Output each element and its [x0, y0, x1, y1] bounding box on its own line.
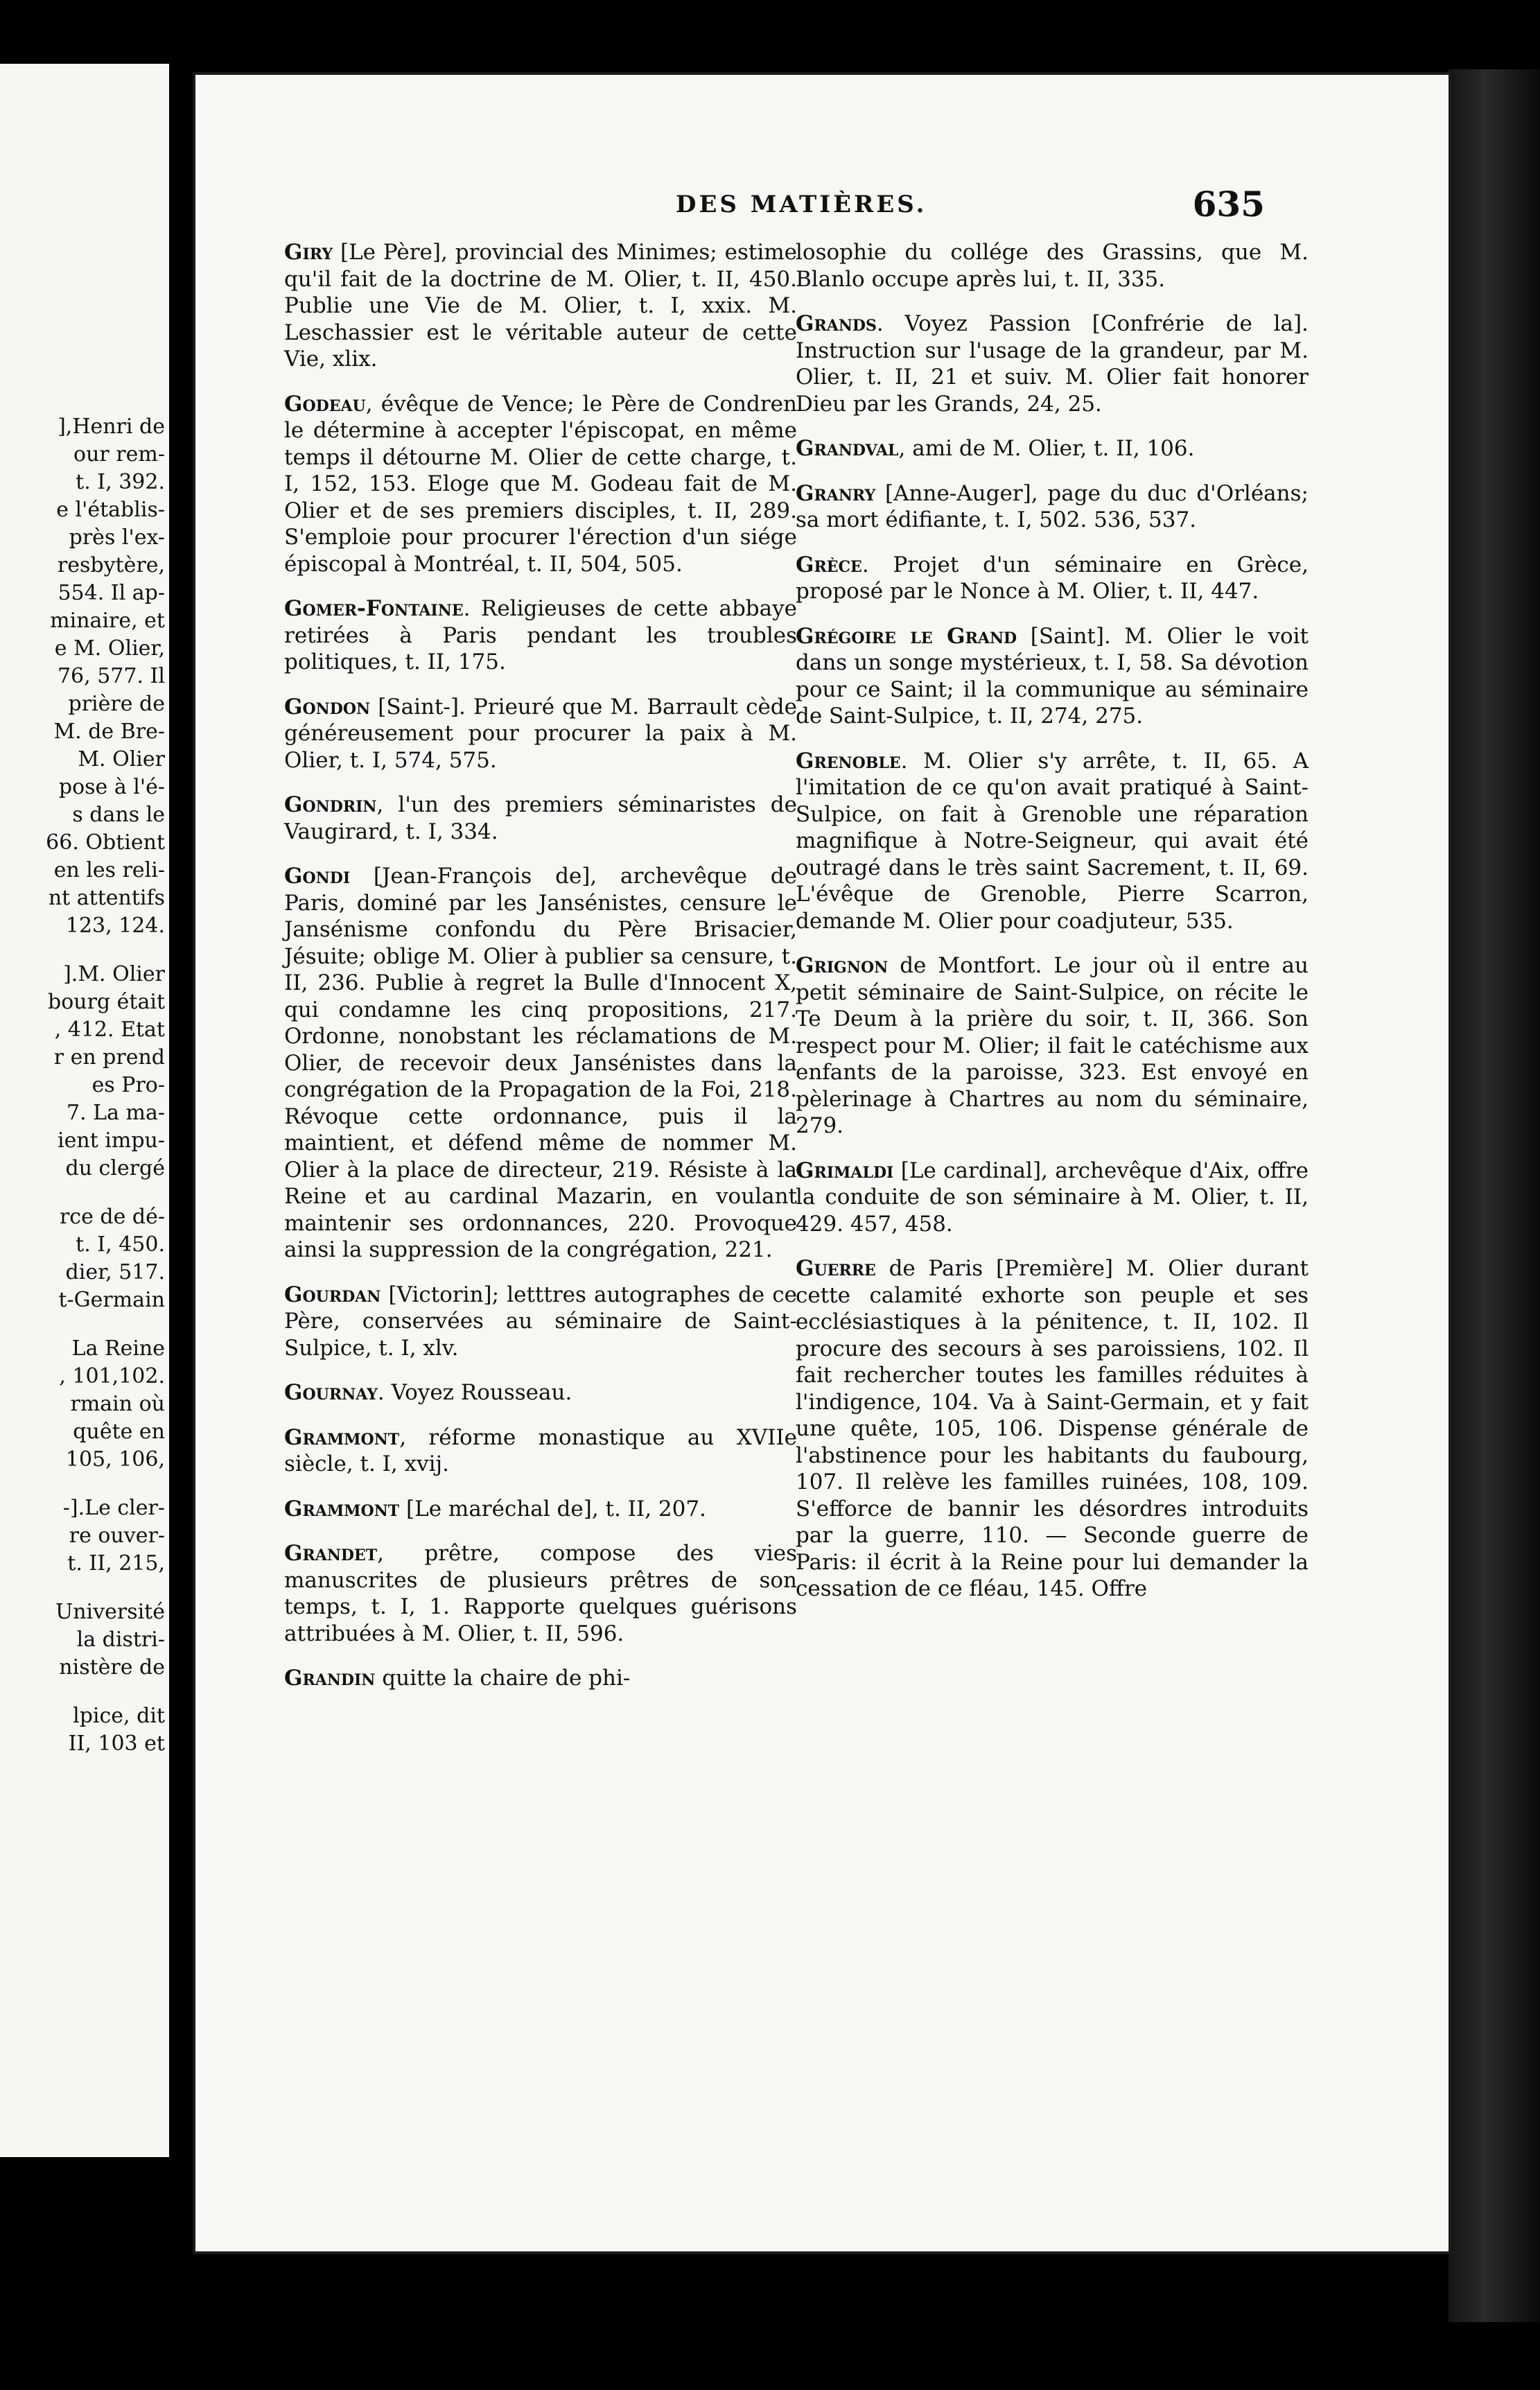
- facing-page-text: s dans le: [72, 803, 165, 827]
- index-entry: [284, 239, 797, 373]
- index-entry: [284, 863, 797, 1264]
- entry-text: [Anne-Auger], page du duc d'Orléans; sa mort édifiante, t. I, 502. 536, 537.: [796, 480, 1309, 532]
- facing-page-text: bourg était: [47, 990, 165, 1014]
- facing-page-text: our rem-: [73, 442, 165, 466]
- entry-headword: Giry: [284, 240, 333, 265]
- facing-page-text: quête en: [73, 1420, 165, 1444]
- book-binding: [1449, 69, 1540, 2322]
- facing-page-text: la distri-: [76, 1628, 165, 1652]
- entry-headword: Gondrin: [284, 792, 377, 817]
- facing-page-text: 105, 106,: [65, 1447, 165, 1472]
- facing-page-text: e l'établis-: [56, 498, 165, 522]
- entry-headword: Granry: [796, 480, 876, 506]
- facing-page-text: ].M. Olier: [63, 962, 165, 986]
- entry-text: [Jean-François de], archevêque de Paris, dominé par les Jansénistes, censure le Jansénisme confondu du Père Brisacier, Jésuite; oblige M. Olier à publier sa censure, t. II, 236. Publie à regret la Bulle d'Innocent X, qui condamne les cinq propositions, 217. Ordonne, nonobstant les réclamations de M. Olier, de recevoir deux Jansénistes dans la congrégation de la Propagation de la Foi, 218. Révoque cette ordonnance, puis il la maintient, et défend même de nommer M. Olier à la place de directeur, 219. Résiste à la Reine et au cardinal Mazarin, en voulant maintenir ses ordonnances, 220. Provoque ainsi la suppression de la congrégation, 221.: [284, 864, 797, 1262]
- facing-page-text: 7. La ma-: [67, 1101, 165, 1125]
- entry-text: losophie du collége des Grassins, que M. Blanlo occupe après lui, t. II, 335.: [796, 240, 1309, 292]
- facing-page-text: prière de: [68, 692, 165, 716]
- facing-page-text: du clergé: [65, 1156, 165, 1180]
- facing-page-text: t. I, 392.: [76, 470, 165, 494]
- facing-page-text: , 412. Etat: [54, 1018, 165, 1042]
- entry-headword: Gondon: [284, 694, 371, 719]
- facing-page-text: M. Olier: [78, 747, 165, 771]
- index-entry: [796, 311, 1309, 417]
- facing-page-text: La Reine: [71, 1336, 165, 1361]
- facing-page-text: es Pro-: [91, 1073, 165, 1097]
- entry-text: [Le maréchal de], t. II, 207.: [399, 1496, 706, 1521]
- entry-headword: Guerre: [796, 1256, 876, 1281]
- entry-text: [Saint-]. Prieuré que M. Barrault cède généreusement pour procurer la paix à M. Olier, t. I, 574, 575.: [284, 694, 797, 773]
- entry-headword: Gournay: [284, 1380, 378, 1405]
- index-entry: [284, 1424, 797, 1478]
- entry-text: [Le cardinal], archevêque d'Aix, offre la conduite de son séminaire à M. Olier, t. II, 429. 457, 458.: [796, 1158, 1309, 1237]
- facing-page-text: dier, 517.: [65, 1260, 165, 1284]
- index-entry: [796, 952, 1309, 1140]
- index-entry: [796, 623, 1309, 730]
- entry-text: [Saint]. M. Olier le voit dans un songe mystérieux, t. I, 58. Sa dévotion pour ce Saint; il la communique au séminaire de Saint-Sulpice, t. II, 274, 275.: [796, 623, 1309, 729]
- facing-page-text: pose à l'é-: [58, 775, 165, 799]
- facing-page-text: , 101,102.: [59, 1364, 165, 1388]
- facing-page-fragment: [0, 64, 169, 2157]
- page-number: 635: [1192, 184, 1265, 225]
- index-entry: [284, 595, 797, 676]
- entry-text: . M. Olier s'y arrête, t. II, 65. A l'imitation de ce qu'on avait pratiqué à Saint-Sulpice, on fait à Grenoble une réparation magnifique à Notre-Seigneur, qui avait été outragé dans le très saint Sacrement, t. II, 69. L'évêque de Grenoble, Pierre Scarron, demande M. Olier pour coadjuteur, 535.: [796, 748, 1309, 934]
- entry-text: , prêtre, compose des vies manuscrites de plusieurs prêtres de son temps, t. I, 1. Rapporte quelques guérisons attribuées à M. Olier, t. II, 596.: [284, 1541, 797, 1646]
- index-entry: [284, 694, 797, 774]
- entry-headword: Grenoble: [796, 748, 901, 774]
- entry-headword: Godeau: [284, 391, 366, 417]
- entry-text: . Projet d'un séminaire en Grèce, proposé par le Nonce à M. Olier, t. II, 447.: [796, 552, 1309, 604]
- entry-headword: Grèce: [796, 552, 862, 577]
- entry-text: [Victorin]; letttres autographes de ce Père, conservées au séminaire de Saint-Sulpice, t. I, xlv.: [284, 1282, 797, 1361]
- entry-text: , réforme monastique au XVIIe siècle, t. I, xvij.: [284, 1424, 797, 1476]
- facing-page-text: re ouver-: [69, 1524, 165, 1548]
- facing-page-text: 76, 577. Il: [57, 664, 165, 688]
- facing-page-text: II, 103 et: [68, 1732, 165, 1756]
- running-head: DES MATIÈRES.: [676, 191, 927, 218]
- index-entry: [284, 1665, 797, 1692]
- index-entry: [796, 552, 1309, 605]
- facing-page-text: t-Germain: [58, 1288, 165, 1312]
- facing-page-text: 123, 124.: [65, 914, 165, 938]
- facing-page-text: près l'ex-: [69, 525, 165, 550]
- facing-page-text: en les reli-: [53, 858, 165, 882]
- entry-headword: Grammont: [284, 1424, 400, 1450]
- index-entry: [796, 239, 1309, 293]
- index-entry: [284, 1540, 797, 1647]
- entry-text: . Voyez Passion [Confrérie de la]. Instruction sur l'usage de la grandeur, par M. Olier, t. II, 21 et suiv. M. Olier fait honorer Dieu par les Grands, 24, 25.: [796, 311, 1309, 417]
- index-entry: [284, 1282, 797, 1362]
- facing-page-text: nistère de: [59, 1655, 165, 1680]
- facing-page-text: nt attentifs: [48, 886, 165, 910]
- entry-headword: Grandval: [796, 436, 899, 461]
- facing-page-text: Université: [55, 1600, 165, 1624]
- facing-page-text: r en prend: [53, 1045, 165, 1070]
- entry-headword: Gourdan: [284, 1282, 381, 1307]
- index-entry: [284, 1496, 797, 1523]
- facing-page-text: t. II, 215,: [67, 1551, 165, 1576]
- facing-page-text: e M. Olier,: [54, 636, 165, 661]
- entry-text: , ami de M. Olier, t. II, 106.: [898, 436, 1195, 461]
- facing-page-text: minaire, et: [50, 609, 165, 633]
- facing-page-text: -].Le cler-: [62, 1496, 165, 1520]
- entry-headword: Grimaldi: [796, 1158, 894, 1183]
- facing-page-text: 554. Il ap-: [58, 581, 165, 605]
- entry-headword: Grégoire le Grand: [796, 623, 1017, 649]
- facing-page-text: ient impu-: [58, 1128, 165, 1153]
- index-entry: [284, 1379, 797, 1406]
- entry-text: de Montfort. Le jour où il entre au petit séminaire de Saint-Sulpice, on récite le Te Deum à la prière du soir, t. II, 366. Son respect pour M. Olier; il fait le catéchisme aux enfants de la paroisse, 323. Est envoyé en pèlerinage à Chartres au nom du séminaire, 279.: [796, 953, 1309, 1138]
- index-entry: [796, 435, 1309, 462]
- entry-text: de Paris [Première] M. Olier durant cette calamité exhorte son peuple et ses ecclésiastiques à la pénitence, t. II, 102. Il procure des secours à ses paroissiens, 102. Il fait rechercher toutes les familles réduites à l'indigence, 104. Va à Saint-Germain, et y fait une quête, 105, 106. Dispense générale de l'abstinence pour les habitants du faubourg, 107. Il relève les familles ruinées, 108, 109. S'efforce de bannir les désordres introduits par la guerre, 110. — Seconde guerre de Paris: il écrit à la Reine pour lui demander la cessation de ce fléau, 145. Offre: [796, 1256, 1309, 1601]
- facing-page-text: M. de Bre-: [53, 719, 165, 744]
- entry-text: , l'un des premiers séminaristes de Vaugirard, t. I, 334.: [284, 792, 797, 844]
- page-header: [198, 184, 1265, 225]
- index-entry: [796, 1158, 1309, 1238]
- index-column-left: [284, 239, 797, 1710]
- entry-headword: Gomer-Fontaine: [284, 596, 464, 621]
- index-column-right: [796, 239, 1309, 1621]
- facing-page-text: 66. Obtient: [46, 830, 165, 855]
- index-entry: [284, 792, 797, 845]
- entry-headword: Gondi: [284, 864, 351, 889]
- entry-headword: Grignon: [796, 953, 889, 978]
- facing-page-text: t. I, 450.: [76, 1232, 165, 1257]
- index-entry: [796, 748, 1309, 935]
- entry-headword: Grands: [796, 311, 877, 336]
- index-entry: [796, 480, 1309, 534]
- index-entry: [284, 391, 797, 578]
- entry-headword: Grandet: [284, 1541, 378, 1566]
- entry-text: [Le Père], provincial des Minimes; estime qu'il fait de la doctrine de M. Olier, t. II, 450. Publie une Vie de M. Olier, t. I, xxix. M. Leschassier est le véritable auteur de cette Vie, xlix.: [284, 240, 797, 372]
- entry-text: , évêque de Vence; le Père de Condren le détermine à accepter l'épiscopat, en même temps il détourne M. Olier de cette charge, t. I, 152, 153. Eloge que M. Godeau fait de M. Olier et de ses premiers disciples, t. II, 289. S'emploie pour procurer l'érection d'un siége épiscopal à Montréal, t. II, 504, 505.: [284, 391, 797, 577]
- facing-page-text: resbytère,: [57, 553, 165, 577]
- entry-text: . Voyez Rousseau.: [377, 1380, 572, 1405]
- entry-text: quitte la chaire de phi-: [375, 1666, 631, 1691]
- index-entry: [796, 1255, 1309, 1603]
- facing-page-text: rce de dé-: [59, 1205, 165, 1229]
- facing-page-text: rmain où: [70, 1392, 165, 1416]
- entry-headword: Grammont: [284, 1496, 400, 1521]
- entry-headword: Grandin: [284, 1666, 376, 1691]
- facing-page-text: lpice, dit: [73, 1704, 165, 1728]
- facing-page-text: ],Henri de: [58, 415, 165, 439]
- entry-text: . Religieuses de cette abbaye retirées à Paris pendant les troubles politiques, t. II, 175.: [284, 596, 797, 674]
